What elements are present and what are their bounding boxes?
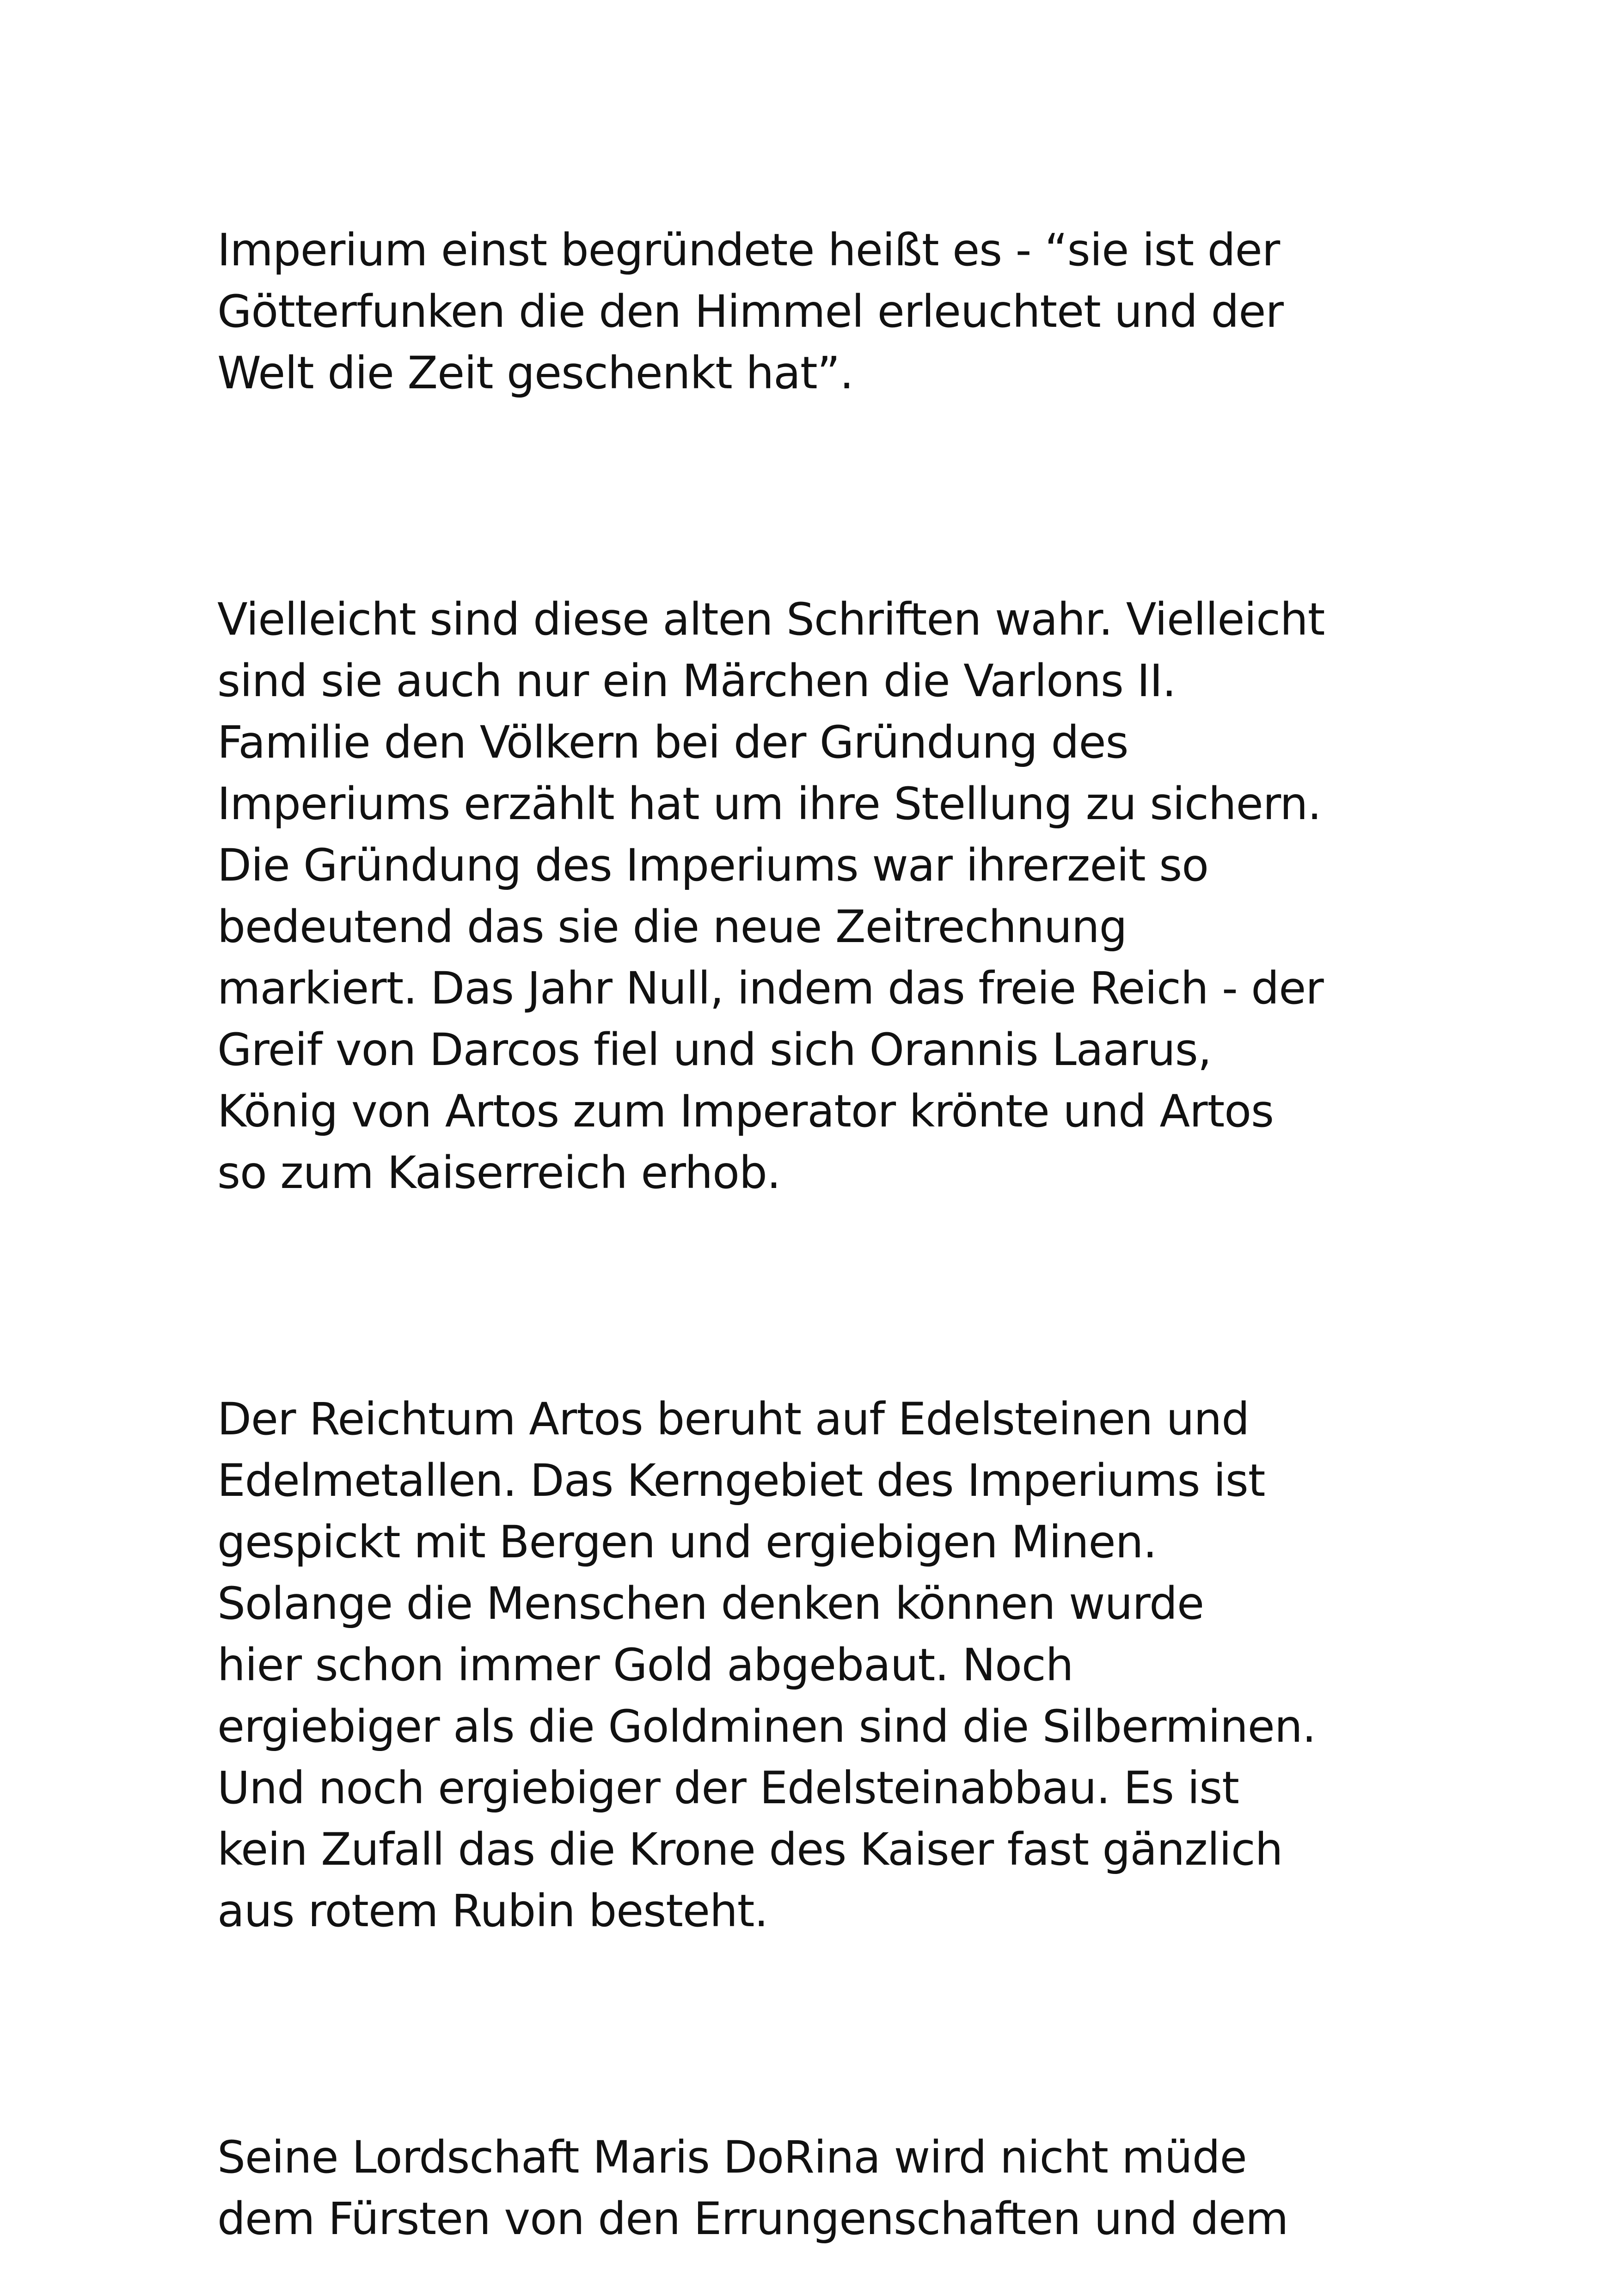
text-line: ergiebiger als die Goldminen sind die Silberminen.	[217, 1701, 1316, 1752]
text-line: markiert. Das Jahr Null, indem das freie Reich - der	[217, 962, 1324, 1014]
paragraph-1	[217, 220, 1428, 404]
paragraph-spacer	[217, 404, 1428, 589]
paragraph-2	[217, 589, 1428, 1204]
text-line: König von Artos zum Imperator krönte und Artos	[217, 1085, 1274, 1137]
text-line: sind sie auch nur ein Märchen die Varlons II.	[217, 655, 1176, 707]
paragraph-3	[217, 1389, 1428, 1942]
paragraph-spacer	[217, 1942, 1428, 2127]
text-line: Imperium einst begründete heißt es - “sie ist der	[217, 224, 1280, 276]
text-line: Der Reichtum Artos beruht auf Edelsteinen und	[217, 1393, 1250, 1445]
text-line: Seine Lordschaft Maris DoRina wird nicht müde	[217, 2131, 1247, 2183]
text-line: aus rotem Rubin besteht.	[217, 1885, 768, 1937]
text-line: so zum Kaiserreich erhob.	[217, 1147, 781, 1199]
paragraph-4	[217, 2127, 1428, 2250]
text-line: Imperiums erzählt hat um ihre Stellung zu sichern.	[217, 778, 1321, 830]
text-line: gespickt mit Bergen und ergiebigen Minen.	[217, 1516, 1157, 1568]
text-line: Vielleicht sind diese alten Schriften wahr. Vielleicht	[217, 594, 1325, 645]
text-line: Solange die Menschen denken können wurde	[217, 1578, 1204, 1629]
text-line: bedeutend das sie die neue Zeitrechnung	[217, 901, 1127, 953]
document-body	[217, 220, 1428, 2250]
text-line: Welt die Zeit geschenkt hat”.	[217, 347, 853, 399]
text-line: Familie den Völkern bei der Gründung des	[217, 716, 1128, 768]
text-line: Greif von Darcos fiel und sich Orannis Laarus,	[217, 1024, 1212, 1076]
text-line: Edelmetallen. Das Kerngebiet des Imperiums ist	[217, 1455, 1265, 1506]
text-line: Die Gründung des Imperiums war ihrerzeit so	[217, 839, 1208, 891]
text-line: dem Fürsten von den Errungenschaften und dem	[217, 2193, 1288, 2245]
paragraph-spacer	[217, 1204, 1428, 1389]
text-line: Götterfunken die den Himmel erleuchtet und der	[217, 286, 1283, 337]
text-line: hier schon immer Gold abgebaut. Noch	[217, 1639, 1073, 1691]
text-line: Und noch ergiebiger der Edelsteinabbau. Es ist	[217, 1762, 1239, 1814]
text-line: kein Zufall das die Krone des Kaiser fast gänzlich	[217, 1824, 1283, 1875]
